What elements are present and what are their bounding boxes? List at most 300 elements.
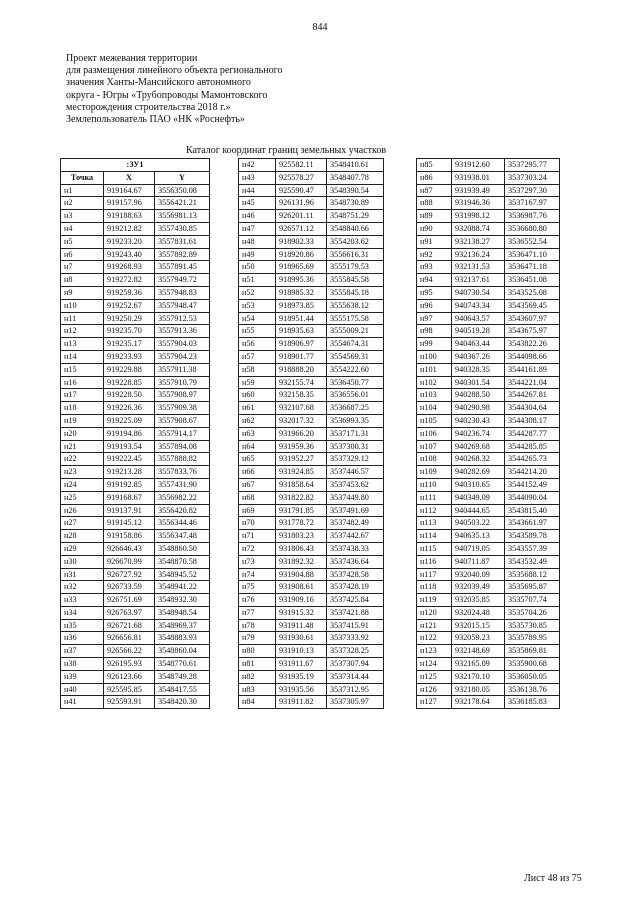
point-cell: н11	[61, 312, 104, 325]
table-row	[239, 286, 384, 299]
y-cell: 3537436.64	[327, 555, 384, 568]
y-cell: 3548770.61	[155, 658, 210, 671]
y-cell: 3555175.58	[327, 312, 384, 325]
x-cell: 919225.09	[104, 414, 155, 427]
x-cell: 919194.86	[104, 427, 155, 440]
point-cell: н37	[61, 645, 104, 658]
x-cell: 932165.09	[452, 658, 505, 671]
y-cell: 3548945.52	[155, 568, 210, 581]
table-row	[239, 606, 384, 619]
point-cell: н123	[417, 645, 452, 658]
table-row	[417, 670, 560, 683]
y-cell: 3557948.83	[155, 286, 210, 299]
table-row	[239, 453, 384, 466]
x-cell: 926721.68	[104, 619, 155, 632]
x-cell: 931935.19	[276, 670, 327, 683]
x-cell: 926566.22	[104, 645, 155, 658]
x-cell: 919228.85	[104, 376, 155, 389]
table-row	[417, 453, 560, 466]
point-cell: н21	[61, 440, 104, 453]
y-cell: 3537438.33	[327, 542, 384, 555]
y-cell: 3537449.80	[327, 491, 384, 504]
point-cell: н90	[417, 222, 452, 235]
x-cell: 932158.35	[276, 389, 327, 402]
x-cell: 931909.16	[276, 594, 327, 607]
y-cell: 3557910.79	[155, 376, 210, 389]
y-cell: 3548870.58	[155, 555, 210, 568]
table-row	[61, 427, 210, 440]
point-cell: н55	[239, 325, 276, 338]
coordinates-table-3-body	[417, 159, 560, 709]
table-row	[417, 261, 560, 274]
x-cell: 918906.97	[276, 338, 327, 351]
y-cell: 3543532.49	[505, 555, 560, 568]
x-cell: 931892.32	[276, 555, 327, 568]
table-row	[239, 478, 384, 491]
point-cell: н61	[239, 402, 276, 415]
table-row	[61, 402, 210, 415]
table-row	[61, 466, 210, 479]
point-cell: н74	[239, 568, 276, 581]
point-cell: н51	[239, 274, 276, 287]
y-cell: 3543675.97	[505, 325, 560, 338]
point-cell: н105	[417, 414, 452, 427]
table-row	[417, 555, 560, 568]
table-row	[239, 184, 384, 197]
point-cell: н99	[417, 338, 452, 351]
table-row	[61, 491, 210, 504]
table-row	[61, 286, 210, 299]
x-cell: 932039.49	[452, 581, 505, 594]
table-row	[61, 210, 210, 223]
point-cell: н75	[239, 581, 276, 594]
x-cell: 940719.05	[452, 542, 505, 555]
table-row	[61, 376, 210, 389]
x-cell: 918965.69	[276, 261, 327, 274]
point-cell: н29	[61, 542, 104, 555]
table-row	[417, 530, 560, 543]
y-cell: 3536993.35	[327, 414, 384, 427]
x-cell: 931858.64	[276, 478, 327, 491]
point-cell: н108	[417, 453, 452, 466]
point-cell: н69	[239, 504, 276, 517]
y-cell: 3537428.19	[327, 581, 384, 594]
point-cell: н76	[239, 594, 276, 607]
table-row	[239, 325, 384, 338]
y-cell: 3536680.80	[505, 222, 560, 235]
point-cell: н58	[239, 363, 276, 376]
table-row	[61, 338, 210, 351]
x-cell: 919213.28	[104, 466, 155, 479]
point-cell: н68	[239, 491, 276, 504]
table-row	[239, 466, 384, 479]
y-cell: 3554569.31	[327, 350, 384, 363]
table-row	[239, 261, 384, 274]
y-cell: 3543557.39	[505, 542, 560, 555]
x-cell: 919188.63	[104, 210, 155, 223]
point-cell: н119	[417, 594, 452, 607]
point-cell: н44	[239, 184, 276, 197]
x-cell: 925582.11	[276, 159, 327, 172]
point-cell: н72	[239, 542, 276, 555]
x-cell: 940349.09	[452, 491, 505, 504]
x-cell: 940268.32	[452, 453, 505, 466]
table-row	[417, 222, 560, 235]
x-cell: 932137.61	[452, 274, 505, 287]
point-cell: н30	[61, 555, 104, 568]
x-cell: 925578.27	[276, 171, 327, 184]
y-cell: 3557833.76	[155, 466, 210, 479]
y-cell: 3556982.22	[155, 491, 210, 504]
table-row	[417, 376, 560, 389]
x-cell: 931822.82	[276, 491, 327, 504]
y-cell: 3556420.82	[155, 504, 210, 517]
table-row	[417, 440, 560, 453]
table-row	[417, 466, 560, 479]
table-row	[417, 389, 560, 402]
y-cell: 3544308.17	[505, 414, 560, 427]
x-cell: 918951.44	[276, 312, 327, 325]
y-cell: 3536138.76	[505, 683, 560, 696]
point-cell: н60	[239, 389, 276, 402]
table-row	[239, 389, 384, 402]
y-cell: 3556421.21	[155, 197, 210, 210]
y-cell: 3544285.85	[505, 440, 560, 453]
point-cell: н5	[61, 235, 104, 248]
table-row	[239, 376, 384, 389]
point-cell: н126	[417, 683, 452, 696]
y-cell: 3536451.08	[505, 274, 560, 287]
table-row	[239, 696, 384, 709]
y-cell: 3557949.72	[155, 274, 210, 287]
y-cell: 3537167.97	[505, 197, 560, 210]
y-cell: 3557909.38	[155, 402, 210, 415]
x-cell: 940367.26	[452, 350, 505, 363]
y-cell: 3537300.31	[327, 440, 384, 453]
x-cell: 931946.36	[452, 197, 505, 210]
table-row	[61, 478, 210, 491]
point-cell: н118	[417, 581, 452, 594]
x-cell: 932059.23	[452, 632, 505, 645]
point-cell: н16	[61, 376, 104, 389]
x-cell: 940519.28	[452, 325, 505, 338]
point-cell: н95	[417, 286, 452, 299]
x-column-header: X	[104, 171, 155, 184]
table-row	[417, 350, 560, 363]
table-row	[417, 299, 560, 312]
table-column-header-row	[61, 171, 210, 184]
y-cell: 3556344.46	[155, 517, 210, 530]
point-cell: н64	[239, 440, 276, 453]
y-cell: 3556616.31	[327, 248, 384, 261]
table-row	[239, 350, 384, 363]
point-cell: н48	[239, 235, 276, 248]
y-cell: 3535688.12	[505, 568, 560, 581]
table-row	[239, 619, 384, 632]
y-cell: 3536556.01	[327, 389, 384, 402]
point-cell: н13	[61, 338, 104, 351]
x-cell: 919268.93	[104, 261, 155, 274]
y-cell: 3554674.31	[327, 338, 384, 351]
y-cell: 3537491.69	[327, 504, 384, 517]
x-cell: 919233.20	[104, 235, 155, 248]
x-cell: 919212.82	[104, 222, 155, 235]
point-cell: н49	[239, 248, 276, 261]
table-row	[61, 658, 210, 671]
point-cell: н22	[61, 453, 104, 466]
point-cell: н10	[61, 299, 104, 312]
x-cell: 926123.66	[104, 670, 155, 683]
table-row	[61, 299, 210, 312]
y-cell: 3548948.54	[155, 606, 210, 619]
x-cell: 919145.12	[104, 517, 155, 530]
table-row	[239, 222, 384, 235]
y-cell: 3557948.47	[155, 299, 210, 312]
x-cell: 940711.87	[452, 555, 505, 568]
table-row	[61, 594, 210, 607]
point-cell: н25	[61, 491, 104, 504]
y-cell: 3537307.94	[327, 658, 384, 671]
header-line: для размещения линейного объекта регионального	[66, 65, 283, 77]
x-cell: 932131.53	[452, 261, 505, 274]
x-cell: 931911.82	[276, 696, 327, 709]
x-cell: 925593.91	[104, 696, 155, 709]
x-cell: 932107.68	[276, 402, 327, 415]
y-cell: 3537312.95	[327, 683, 384, 696]
x-cell: 925595.85	[104, 683, 155, 696]
point-cell: н71	[239, 530, 276, 543]
coordinates-table-2	[238, 158, 384, 709]
table-parcel-header-row	[61, 159, 210, 172]
point-cell: н101	[417, 363, 452, 376]
x-cell: 940282.69	[452, 466, 505, 479]
x-cell: 932155.74	[276, 376, 327, 389]
table-row	[239, 530, 384, 543]
y-cell: 3544221.04	[505, 376, 560, 389]
point-cell: н125	[417, 670, 452, 683]
table-row	[239, 491, 384, 504]
x-cell: 931952.27	[276, 453, 327, 466]
point-cell: н85	[417, 159, 452, 172]
table-row	[417, 478, 560, 491]
point-cell: н34	[61, 606, 104, 619]
table-row	[61, 235, 210, 248]
y-cell: 3535900.68	[505, 658, 560, 671]
x-cell: 918995.36	[276, 274, 327, 287]
y-cell: 3535730.85	[505, 619, 560, 632]
point-cell: н32	[61, 581, 104, 594]
y-cell: 3557904.23	[155, 350, 210, 363]
x-cell: 931998.12	[452, 210, 505, 223]
table-row	[61, 440, 210, 453]
y-cell: 3556347.48	[155, 530, 210, 543]
point-cell: н41	[61, 696, 104, 709]
point-cell: н56	[239, 338, 276, 351]
table-row	[239, 555, 384, 568]
y-cell: 3543569.45	[505, 299, 560, 312]
table-row	[239, 581, 384, 594]
x-cell: 940269.68	[452, 440, 505, 453]
x-cell: 926727.92	[104, 568, 155, 581]
y-cell: 3536185.83	[505, 696, 560, 709]
point-cell: н120	[417, 606, 452, 619]
y-cell: 3537329.12	[327, 453, 384, 466]
table-row	[417, 171, 560, 184]
x-cell: 931911.48	[276, 619, 327, 632]
y-cell: 3544098.66	[505, 350, 560, 363]
catalog-title: Каталог координат границ земельных участков	[186, 145, 387, 156]
y-cell: 3557914.17	[155, 427, 210, 440]
y-cell: 3537428.58	[327, 568, 384, 581]
y-cell: 3537415.91	[327, 619, 384, 632]
x-cell: 918935.63	[276, 325, 327, 338]
x-cell: 919259.36	[104, 286, 155, 299]
y-cell: 3557912.53	[155, 312, 210, 325]
point-cell: н100	[417, 350, 452, 363]
x-cell: 919243.40	[104, 248, 155, 261]
table-row	[417, 504, 560, 517]
x-cell: 931778.72	[276, 517, 327, 530]
table-row	[61, 414, 210, 427]
header-line: Землепользователь ПАО «НК «Роснефть»	[66, 114, 245, 126]
x-cell: 931806.43	[276, 542, 327, 555]
y-cell: 3544161.89	[505, 363, 560, 376]
y-cell: 3537421.88	[327, 606, 384, 619]
point-cell: н6	[61, 248, 104, 261]
y-cell: 3543661.97	[505, 517, 560, 530]
page-number: 844	[312, 22, 328, 33]
point-cell: н43	[239, 171, 276, 184]
point-cell: н80	[239, 645, 276, 658]
point-cell: н33	[61, 594, 104, 607]
table-row	[239, 312, 384, 325]
table-row	[417, 248, 560, 261]
x-cell: 919235.70	[104, 325, 155, 338]
x-cell: 919233.93	[104, 350, 155, 363]
point-cell: н9	[61, 286, 104, 299]
header-line: значения Ханты-Мансийского автономного	[66, 77, 251, 89]
x-cell: 926201.11	[276, 210, 327, 223]
x-cell: 931911.67	[276, 658, 327, 671]
point-cell: н14	[61, 350, 104, 363]
table-row	[417, 581, 560, 594]
point-cell: н97	[417, 312, 452, 325]
x-cell: 940463.44	[452, 338, 505, 351]
header-line: месторождения строительства 2018 г.»	[66, 101, 231, 113]
x-cell: 940730.54	[452, 286, 505, 299]
point-cell: н52	[239, 286, 276, 299]
table-row	[61, 389, 210, 402]
y-cell: 3535695.87	[505, 581, 560, 594]
point-cell: н114	[417, 530, 452, 543]
y-cell: 3537453.62	[327, 478, 384, 491]
x-cell: 926670.99	[104, 555, 155, 568]
table-row	[239, 517, 384, 530]
y-cell: 3537297.30	[505, 184, 560, 197]
point-cell: н24	[61, 478, 104, 491]
x-cell: 932035.85	[452, 594, 505, 607]
point-cell: н2	[61, 197, 104, 210]
y-cell: 3556350.08	[155, 184, 210, 197]
point-cell: н104	[417, 402, 452, 415]
y-cell: 3535869.81	[505, 645, 560, 658]
table-row	[239, 683, 384, 696]
y-cell: 3555638.12	[327, 299, 384, 312]
y-cell: 3537328.25	[327, 645, 384, 658]
point-cell: н93	[417, 261, 452, 274]
point-cell: н121	[417, 619, 452, 632]
point-cell: н89	[417, 210, 452, 223]
y-cell: 3537425.84	[327, 594, 384, 607]
y-cell: 3536471.18	[505, 261, 560, 274]
table-row	[239, 632, 384, 645]
table-row	[61, 504, 210, 517]
y-cell: 3543822.26	[505, 338, 560, 351]
table-row	[239, 159, 384, 172]
y-column-header: Y	[155, 171, 210, 184]
x-cell: 926763.97	[104, 606, 155, 619]
point-cell: н36	[61, 632, 104, 645]
table-row	[417, 402, 560, 415]
table-row	[239, 210, 384, 223]
point-cell: н57	[239, 350, 276, 363]
x-cell: 919228.50	[104, 389, 155, 402]
sheet-number: Лист 48 из 75	[524, 873, 582, 884]
x-cell: 926571.12	[276, 222, 327, 235]
table-row	[417, 363, 560, 376]
x-cell: 918985.32	[276, 286, 327, 299]
x-cell: 919235.17	[104, 338, 155, 351]
y-cell: 3548860.50	[155, 542, 210, 555]
point-cell: н42	[239, 159, 276, 172]
table-row	[61, 274, 210, 287]
y-cell: 3548751.29	[327, 210, 384, 223]
x-cell: 940743.34	[452, 299, 505, 312]
point-cell: н8	[61, 274, 104, 287]
y-cell: 3554203.62	[327, 235, 384, 248]
y-cell: 3548407.78	[327, 171, 384, 184]
point-cell: н54	[239, 312, 276, 325]
point-cell: н83	[239, 683, 276, 696]
table-row	[417, 619, 560, 632]
point-cell: н81	[239, 658, 276, 671]
x-cell: 932017.32	[276, 414, 327, 427]
y-cell: 3544214.20	[505, 466, 560, 479]
point-cell: н12	[61, 325, 104, 338]
y-cell: 3548969.37	[155, 619, 210, 632]
table-row	[61, 261, 210, 274]
point-cell: н78	[239, 619, 276, 632]
y-cell: 3536987.76	[505, 210, 560, 223]
y-cell: 3535704.26	[505, 606, 560, 619]
point-cell: н67	[239, 478, 276, 491]
table-row	[417, 645, 560, 658]
point-cell: н124	[417, 658, 452, 671]
x-cell: 940643.57	[452, 312, 505, 325]
x-cell: 919252.67	[104, 299, 155, 312]
table-row	[417, 696, 560, 709]
table-row	[61, 517, 210, 530]
x-cell: 931935.56	[276, 683, 327, 696]
header-line: округа - Югры «Трубопроводы Мамонтовского	[66, 89, 268, 101]
x-cell: 932170.10	[452, 670, 505, 683]
table-row	[417, 568, 560, 581]
table-row	[239, 658, 384, 671]
point-cell: н46	[239, 210, 276, 223]
table-row	[61, 350, 210, 363]
y-cell: 3557908.97	[155, 389, 210, 402]
y-cell: 3544265.73	[505, 453, 560, 466]
